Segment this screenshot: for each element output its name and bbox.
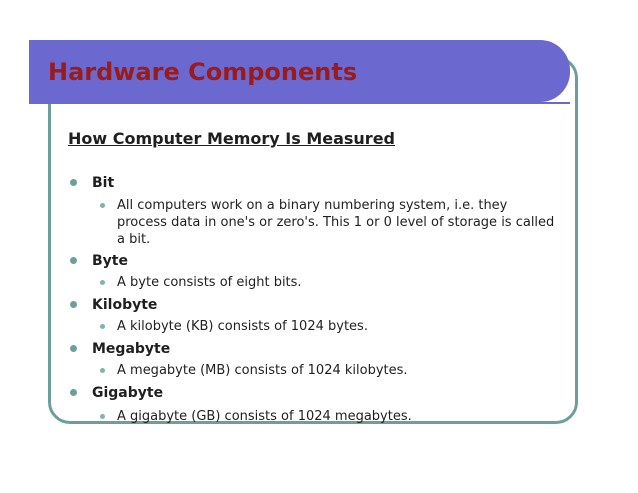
sub-bullet-icon [100, 324, 105, 329]
bullet-icon [70, 257, 77, 264]
item-heading: Kilobyte [92, 297, 158, 313]
bullet-icon [70, 345, 77, 352]
bullet-icon [70, 389, 77, 396]
list-item [70, 251, 550, 291]
list-item [70, 173, 555, 248]
item-text: All computers work on a binary numbering system, i.e. they process data in one's or zero's. This 1 or 0 level of storage is called a bit. [117, 198, 555, 247]
sub-item [100, 318, 550, 335]
item-text: A megabyte (MB) consists of 1024 kilobytes. [117, 363, 408, 378]
item-text: A byte consists of eight bits. [117, 275, 302, 290]
item-text: A kilobyte (KB) consists of 1024 bytes. [117, 319, 368, 334]
list-item [70, 339, 550, 379]
item-heading: Megabyte [92, 341, 171, 357]
bullet-icon [70, 179, 77, 186]
item-heading: Bit [92, 175, 115, 191]
item-heading: Byte [92, 253, 128, 269]
sub-bullet-icon [100, 414, 105, 419]
sub-bullet-icon [100, 203, 105, 208]
sub-list [100, 362, 550, 379]
banner-underline [29, 102, 570, 104]
sub-list [100, 274, 550, 291]
sub-item [100, 197, 555, 248]
sub-item [100, 408, 550, 425]
item-heading: Gigabyte [92, 385, 164, 401]
sub-list [100, 408, 550, 425]
list-item [70, 383, 550, 425]
sub-item [100, 274, 550, 291]
sub-bullet-icon [100, 368, 105, 373]
sub-item [100, 362, 550, 379]
bullet-icon [70, 301, 77, 308]
sub-list [100, 318, 550, 335]
sub-list [100, 197, 555, 248]
list-item [70, 295, 550, 335]
slide-title: Hardware Components [48, 58, 358, 86]
slide-subtitle: How Computer Memory Is Measured [68, 129, 395, 148]
sub-bullet-icon [100, 280, 105, 285]
item-text: A gigabyte (GB) consists of 1024 megabytes. [117, 409, 412, 424]
bullet-list [70, 173, 555, 425]
